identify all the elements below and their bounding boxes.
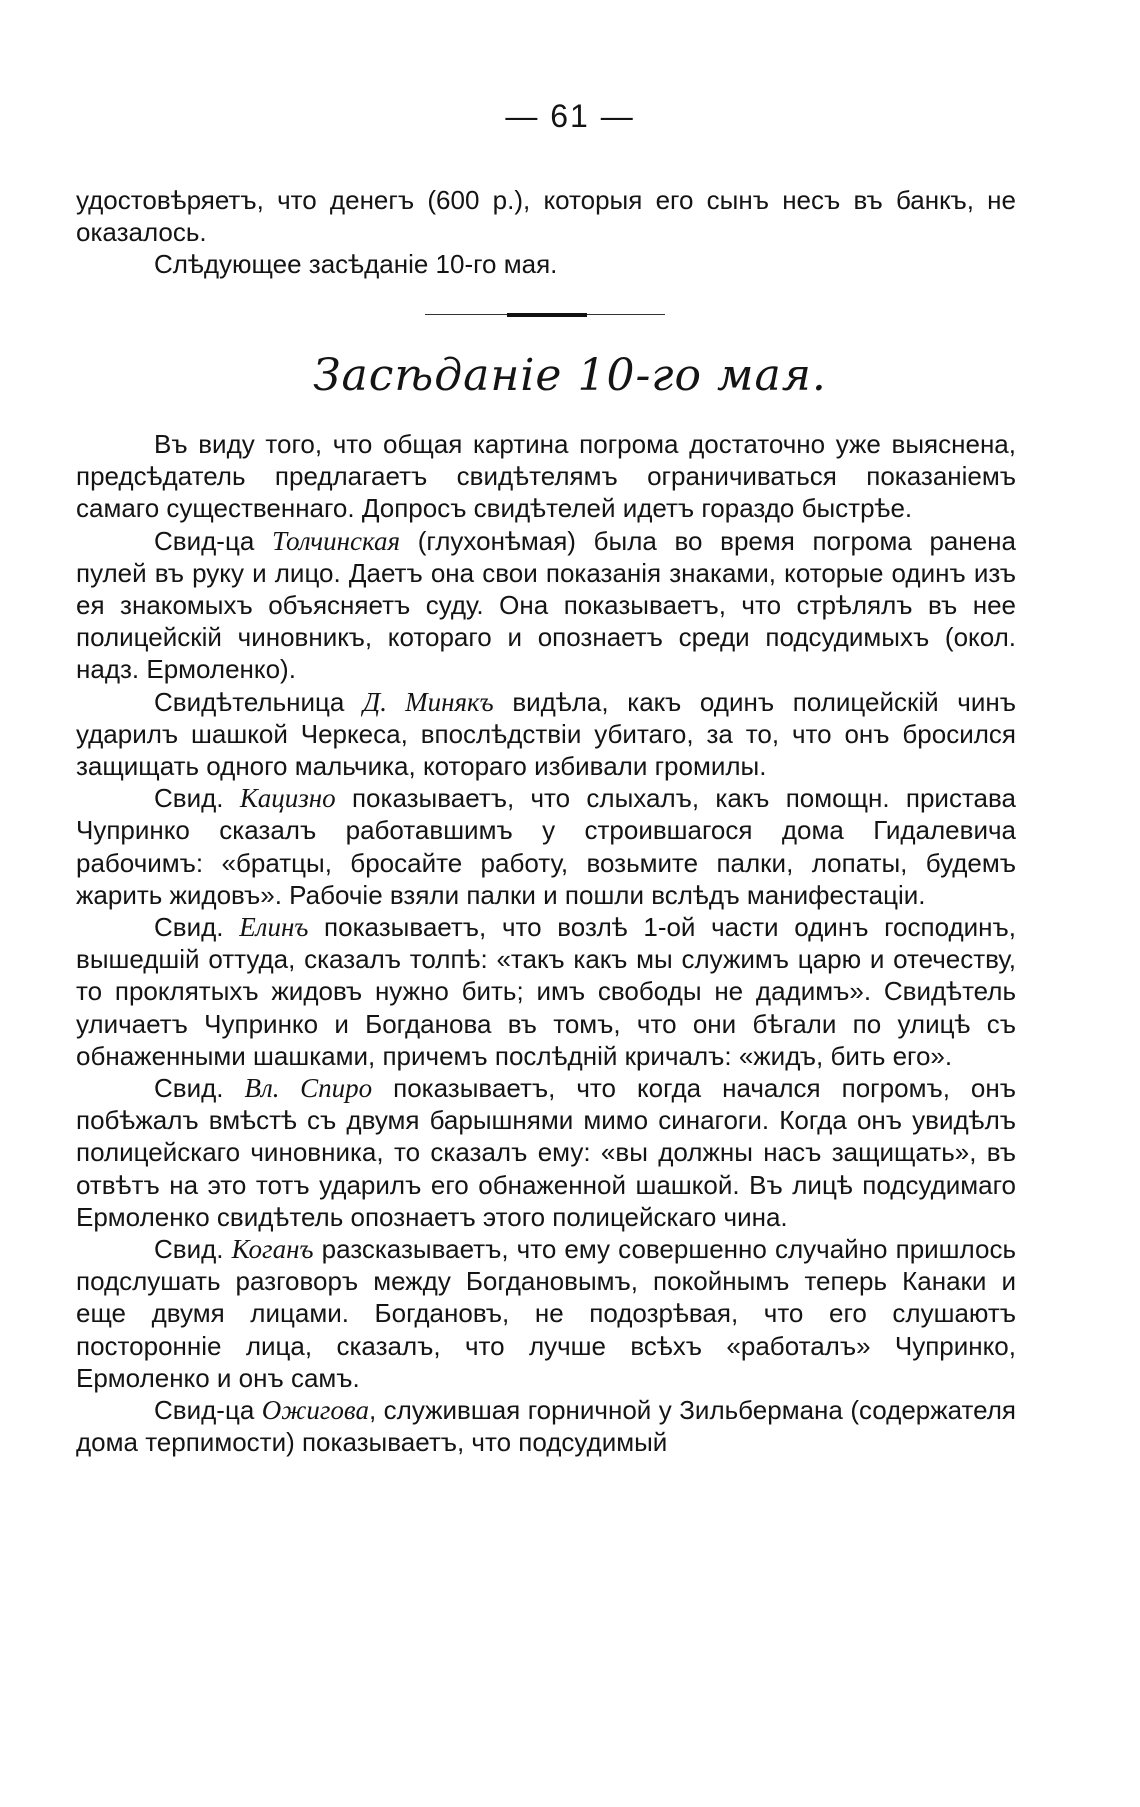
- paragraph: [76, 686, 1016, 783]
- paragraph-text-cont: показываетъ, что возлѣ 1-ой части одинъ господинъ, вышедшій оттуда, сказалъ толпѣ: «такъ какъ мы служимъ царю и отечеству, то проклятыхъ жидовъ нужно бить; имъ свободы не дадимъ». Свидѣтель уличаетъ Чупринко и Богданова въ томъ, что они бѣгали по улицѣ съ обнаженными шашками, причемъ послѣдній кричалъ: «жидъ, бить его».: [76, 912, 1016, 1071]
- page-number: — 61 —: [505, 98, 635, 134]
- paragraph: [76, 911, 1016, 1072]
- witness-name: Коганъ: [231, 1234, 314, 1265]
- section-body: [76, 428, 1016, 1459]
- paragraph-text: Въ виду того, что общая картина погрома достаточно уже выяснена, предсѣдатель предлагаетъ свидѣтелямъ ограничиваться показаніемъ самаго существеннаго. Допросъ свидѣтелей идетъ гораздо быстрѣе.: [76, 429, 1016, 524]
- paragraph-text-cont: показываетъ, что слыхалъ, какъ помощн. пристава Чупринко сказалъ работавшимъ у строившагося дома Гидалевича рабочимъ: «братцы, бросайте работу, возьмите палки, лопаты, будемъ жарить жидовъ». Рабочіе взяли палки и пошли вслѣдъ манифестаціи.: [76, 783, 1016, 910]
- paragraph-text: Свид.: [154, 912, 240, 943]
- paragraph-text: Свид.: [154, 783, 240, 814]
- paragraph: [76, 428, 1016, 525]
- paragraph-text-cont: (глухонѣмая) была во время погрома ранена пулей въ руку и лицо. Даетъ она свои показанія знаками, которые одинъ изъ ея знакомыхъ объясняетъ суду. Она показываетъ, что стрѣлялъ въ нее полицейскій чиновникъ, котораго и опознаетъ среди подсудимыхъ (окол. надз. Ермоленко).: [76, 525, 1016, 685]
- paragraph-text: Свид.: [154, 1234, 232, 1265]
- paragraph-text-cont: видѣла, какъ одинъ полицейскій чинъ ударилъ шашкой Черкеса, впослѣдствіи убитаго, за то, что онъ бросился защищать одного мальчика, котораго избивали громилы.: [76, 686, 1016, 782]
- paragraph-text-cont: , служившая горничной у Зильбермана (содержателя дома терпимости) показываетъ, что подсудимый: [76, 1395, 1016, 1458]
- witness-name: Ожигова: [261, 1395, 369, 1426]
- divider-thick-line: [507, 313, 587, 317]
- paragraph-text: Свидѣтельница: [154, 686, 364, 717]
- paragraph: [76, 1394, 1016, 1458]
- paragraph: [76, 1233, 1016, 1394]
- section-divider: [425, 312, 665, 318]
- intro-text: [76, 184, 1016, 280]
- witness-name: Вл. Спиро: [244, 1073, 373, 1104]
- next-session-note: Слѣдующее засѣданіе 10-го мая.: [154, 249, 558, 279]
- paragraph-text-cont: разсказываетъ, что ему совершенно случайно пришлось подслушать разговоръ между Богдановымъ, покойнымъ теперь Канаки и еще двумя лицами. Богдановъ, не подозрѣвая, что его слушаютъ посторонніе лица, сказалъ, что лучше всѣхъ «работалъ» Чупринко, Ермоленко и онъ самъ.: [76, 1234, 1017, 1393]
- paragraph: [76, 525, 1016, 686]
- witness-name: Кацизно: [239, 783, 336, 814]
- witness-name: Толчинская: [271, 525, 401, 556]
- witness-name: Д. Минякъ: [363, 686, 494, 717]
- paragraph-text: Свид.: [154, 1073, 245, 1104]
- paragraph: [76, 782, 1016, 911]
- paragraph-text: Свид-ца: [154, 525, 272, 556]
- paragraph-text-cont: показываетъ, что когда начался погромъ, онъ побѣжалъ вмѣстѣ съ двумя барышнями мимо синагоги. Когда онъ увидѣлъ полицейскаго чиновника, то сказалъ ему: «вы должны насъ защищать», въ отвѣтъ на это тотъ ударилъ его обнаженной шашкой. Въ лицѣ подсудимаго Ермоленко свидѣтель опознаетъ этого полицейскаго чина.: [76, 1073, 1016, 1232]
- witness-name: Елинъ: [239, 912, 309, 943]
- paragraph-text: Свид-ца: [154, 1395, 262, 1426]
- intro-paragraph: удостовѣряетъ, что денегъ (600 р.), которыя его сынъ несъ въ банкъ, не оказалось.: [76, 185, 1016, 247]
- section-heading: Засѣданіе 10-го мая.: [313, 350, 827, 401]
- paragraph: [76, 1072, 1016, 1233]
